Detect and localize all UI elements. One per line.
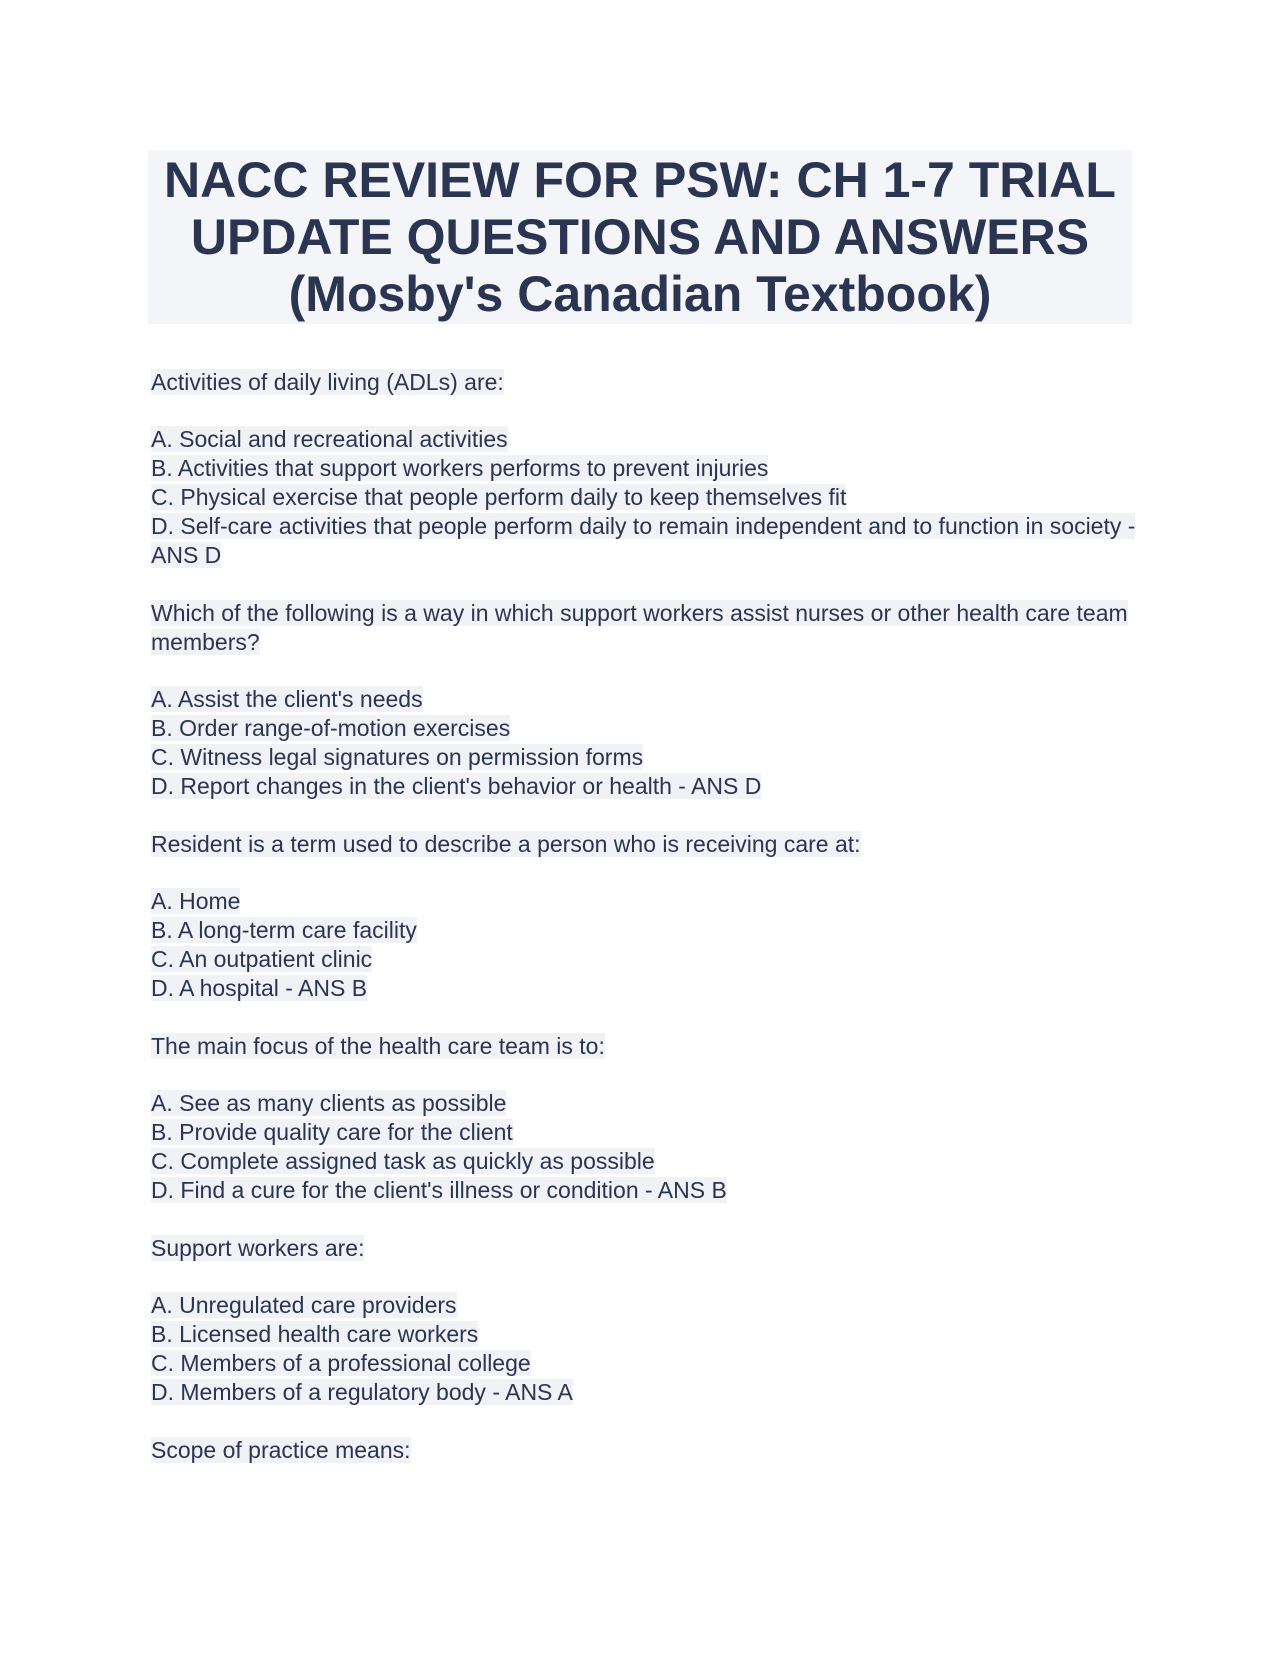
question-prompt <box>151 1032 1136 1061</box>
title-line: UPDATE QUESTIONS AND ANSWERS <box>190 208 1090 265</box>
answer-option: C. Witness legal signatures on permission forms <box>151 744 644 770</box>
answer-option: A. Assist the client's needs <box>151 686 423 712</box>
question-text: Scope of practice means: <box>151 1437 411 1463</box>
question-block <box>151 830 1136 1003</box>
question-block <box>151 599 1136 801</box>
question-prompt <box>151 1436 1136 1465</box>
answer-option: D. Report changes in the client's behavior or health - ANS D <box>151 773 762 799</box>
question-prompt <box>151 368 1136 397</box>
answer-option: C. Physical exercise that people perform daily to keep themselves fit <box>151 484 847 510</box>
question-block <box>151 1032 1136 1205</box>
title-line: (Mosby's Canadian Textbook) <box>288 265 992 322</box>
answer-option: D. Members of a regulatory body - ANS A <box>151 1379 573 1405</box>
question-text: Support workers are: <box>151 1235 365 1261</box>
answer-option: B. Order range-of-motion exercises <box>151 715 511 741</box>
question-text: Resident is a term used to describe a person who is receiving care at: <box>151 831 861 857</box>
question-text: Which of the following is a way in which support workers assist nurses or other health care team members? <box>151 600 1128 655</box>
answer-option: B. Activities that support workers performs to prevent injuries <box>151 455 769 481</box>
answer-option: A. Unregulated care providers <box>151 1292 457 1318</box>
answer-option: B. A long-term care facility <box>151 917 417 943</box>
question-block <box>151 1234 1136 1407</box>
answer-option: C. Members of a professional college <box>151 1350 531 1376</box>
answer-options <box>151 685 1136 801</box>
answer-options <box>151 887 1136 1003</box>
answer-option: D. Self-care activities that people perform daily to remain independent and to function in society - ANS D <box>151 513 1136 568</box>
answer-option: A. Social and recreational activities <box>151 426 508 452</box>
question-text: The main focus of the health care team is to: <box>151 1033 605 1059</box>
answer-option: B. Licensed health care workers <box>151 1321 479 1347</box>
question-block <box>151 368 1136 570</box>
answer-option: C. Complete assigned task as quickly as possible <box>151 1148 655 1174</box>
question-block <box>151 1436 1136 1465</box>
question-text: Activities of daily living (ADLs) are: <box>151 369 504 395</box>
question-prompt <box>151 1234 1136 1263</box>
document-title <box>148 150 1132 324</box>
answer-option: C. An outpatient clinic <box>151 946 373 972</box>
answer-option: A. Home <box>151 888 241 914</box>
question-prompt <box>151 599 1136 657</box>
answer-option: B. Provide quality care for the client <box>151 1119 513 1145</box>
answer-option: D. Find a cure for the client's illness or condition - ANS B <box>151 1177 727 1203</box>
answer-options <box>151 1291 1136 1407</box>
answer-option: A. See as many clients as possible <box>151 1090 507 1116</box>
document-body <box>151 368 1136 1494</box>
question-prompt <box>151 830 1136 859</box>
answer-options <box>151 425 1136 570</box>
answer-option: D. A hospital - ANS B <box>151 975 368 1001</box>
answer-options <box>151 1089 1136 1205</box>
title-line: NACC REVIEW FOR PSW: CH 1-7 TRIAL <box>164 151 1116 208</box>
